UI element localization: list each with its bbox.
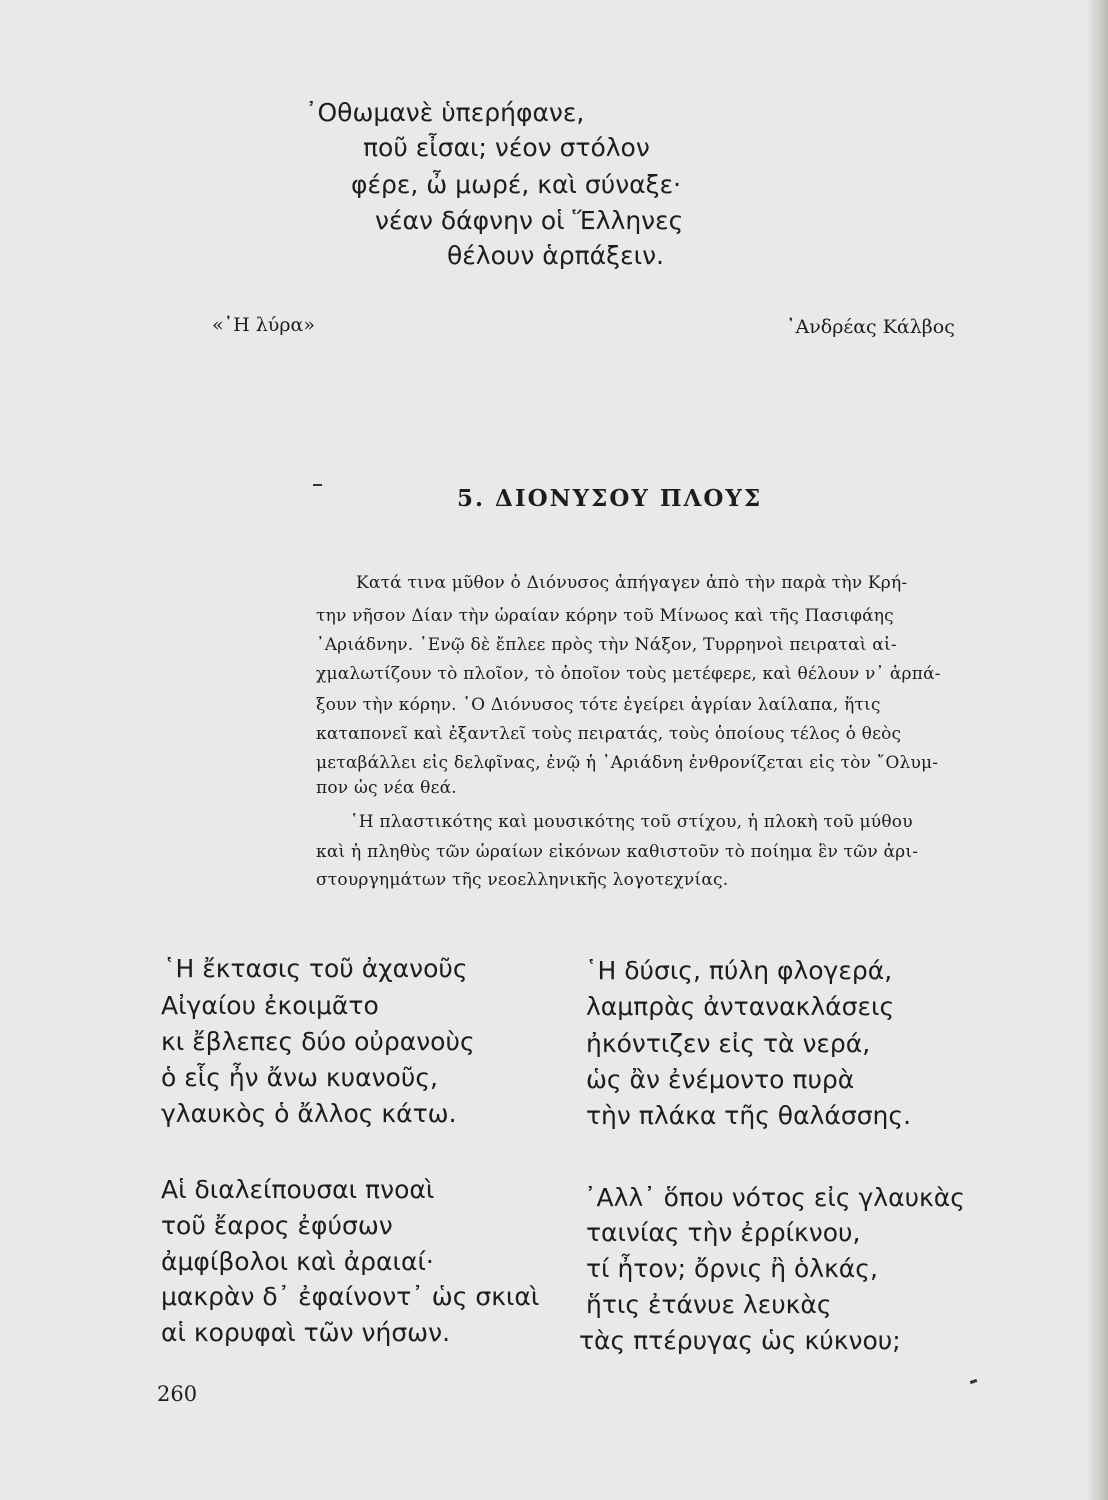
stanza-line: γλαυκὸς ὁ ἄλλος κάτω. xyxy=(161,1099,457,1128)
intro-line: την νῆσον Δίαν τὴν ὡραίαν κόρην τοῦ Μίνωος καὶ τῆς Πασιφάης xyxy=(316,606,894,626)
stanza-line: ῾Η ἔκτασις τοῦ ἀχανοῦς xyxy=(163,954,468,983)
note-line: ῾Η πλαστικότης καὶ μουσικότης τοῦ στίχου, ἡ πλοκὴ τοῦ μύθου xyxy=(350,812,913,832)
stanza-line: τοῦ ἔαρος ἐφύσων xyxy=(161,1211,393,1240)
poem-source: «῾Η λύρα» xyxy=(212,314,315,336)
stanza-line: τί ἦτον; ὄρνις ἢ ὁλκάς, xyxy=(586,1254,878,1283)
intro-line: πον ὡς νέα θεά. xyxy=(316,778,457,798)
page-number: 260 xyxy=(157,1382,198,1406)
poem-line: νέαν δάφνην οἱ Ἕλληνες xyxy=(375,206,684,235)
stanza-line: κι ἔβλεπες δύο οὐρανοὺς xyxy=(161,1027,475,1056)
stanza-line: λαμπρὰς ἀντανακλάσεις xyxy=(586,992,895,1021)
stanza-line: Αἱ διαλείπουσαι πνοαὶ xyxy=(161,1175,435,1204)
poem-line: θέλουν ἁρπάξειν. xyxy=(447,241,664,270)
stanza-line: ταινίας τὴν ἐρρίκνου, xyxy=(586,1218,861,1247)
intro-line: χμαλωτίζουν τὸ πλοῖον, τὸ ὁποῖον τοὺς μετέφερε, καὶ θέλουν ν᾿ ἁρπά- xyxy=(316,664,941,684)
stray-mark xyxy=(313,484,322,486)
note-line: στουργημάτων τῆς νεοελληνικῆς λογοτεχνίας. xyxy=(316,870,729,890)
stanza-line: ἠκόντιζεν εἰς τὰ νερά, xyxy=(586,1029,871,1058)
stanza-line: ὁ εἷς ἦν ἄνω κυανοῦς, xyxy=(161,1063,438,1092)
poem-author: ᾿Ανδρέας Κάλβος xyxy=(786,316,955,338)
stanza-line: τὴν πλάκα τῆς θαλάσσης. xyxy=(586,1101,912,1130)
stanza-line: μακρὰν δ᾿ ἐφαίνοντ᾿ ὡς σκιαὶ xyxy=(161,1282,540,1311)
section-heading: 5. ΔΙΟΝΥΣΟΥ ΠΛΟΥΣ xyxy=(457,485,763,512)
stanza-line: τὰς πτέρυγας ὡς κύκνου; xyxy=(579,1326,901,1355)
page-binding-shadow xyxy=(1086,0,1108,1500)
intro-line: ᾿Αριάδνην. ᾿Ενῷ δὲ ἔπλεε πρὸς τὴν Νάξον, Τυρρηνοὶ πειραταὶ αἰ- xyxy=(316,635,897,655)
stanza-line: ὡς ἂν ἐνέμοντο πυρὰ xyxy=(586,1065,855,1094)
stanza-line: ἥτις ἐτάνυε λευκὰς xyxy=(586,1290,832,1319)
poem-line: ᾿Οθωμανὲ ὑπερήφανε, xyxy=(305,98,585,127)
stanza-line: αἱ κορυφαὶ τῶν νήσων. xyxy=(161,1318,451,1347)
note-line: καὶ ἡ πληθὺς τῶν ὡραίων εἰκόνων καθιστοῦν τὸ ποίημα ἓν τῶν ἀρι- xyxy=(316,842,919,862)
stanza-line: ἀμφίβολοι καὶ ἀραιαί· xyxy=(161,1247,434,1276)
stanza-line: ῾Η δύσις, πύλη φλογερά, xyxy=(585,956,893,985)
intro-line: καταπονεῖ καὶ ἐξαντλεῖ τοὺς πειρατάς, τοὺς ὁποίους τέλος ὁ θεὸς xyxy=(316,724,902,744)
stray-mark xyxy=(970,1379,978,1384)
intro-line: μεταβάλλει εἰς δελφῖνας, ἐνῷ ἡ ᾿Αριάδνη ἐνθρονίζεται εἰς τὸν ῎Ολυμ- xyxy=(316,753,939,773)
intro-line: ξουν τὴν κόρην. ῾Ο Διόνυσος τότε ἐγείρει ἀγρίαν λαίλαπα, ἥτις xyxy=(316,695,881,715)
stanza-line: Αἰγαίου ἐκοιμᾶτο xyxy=(161,991,379,1020)
intro-line: Κατά τινα μῦθον ὁ Διόνυσος ἀπήγαγεν ἀπὸ τὴν παρὰ τὴν Κρή- xyxy=(356,573,908,593)
poem-line: φέρε, ὦ μωρέ, καὶ σύναξε· xyxy=(351,170,682,199)
stanza-line: ᾿Αλλ᾿ ὅπου νότος εἰς γλαυκὰς xyxy=(584,1183,965,1212)
poem-line: ποῦ εἶσαι; νέον στόλον xyxy=(363,133,650,162)
